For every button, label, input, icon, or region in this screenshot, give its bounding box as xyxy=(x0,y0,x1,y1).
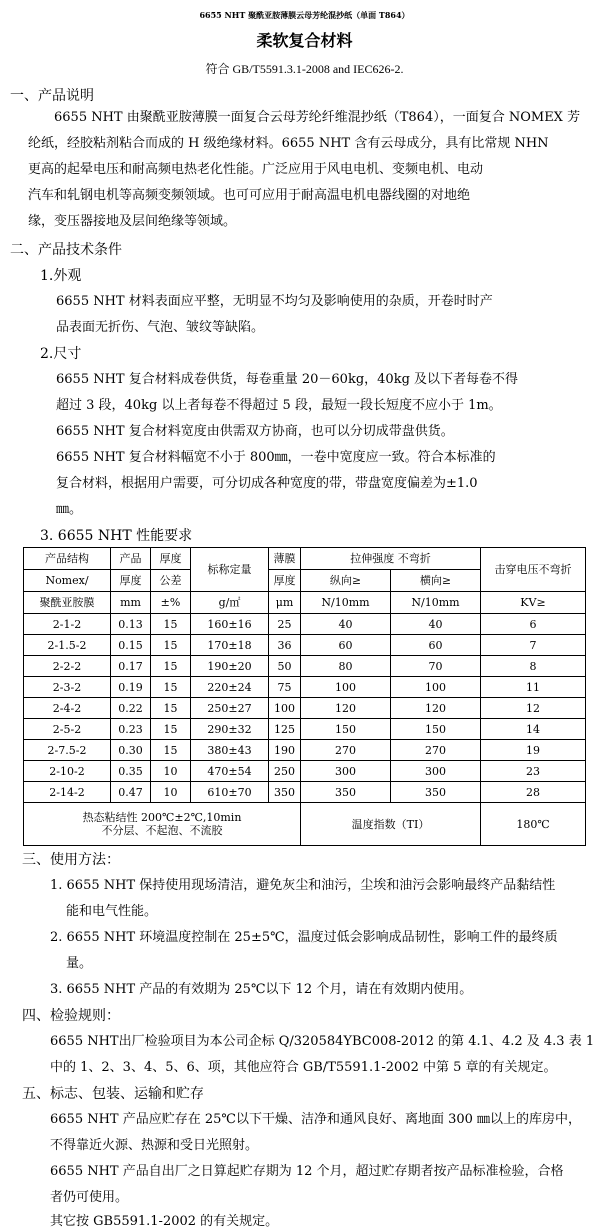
table-cell: 2-5-2 xyxy=(24,719,111,740)
th-film-unit: μm xyxy=(269,592,301,614)
dimension-line-4: 6655 NHT 复合材料幅宽不小于 800㎜，一卷中宽度应一致。符合本标准的 xyxy=(56,450,496,465)
table-cell: 60 xyxy=(301,635,391,656)
table-cell: 290±32 xyxy=(191,719,269,740)
table-cell: 270 xyxy=(391,740,481,761)
storage-line-5: 其它按 GB5591.1-2002 的有关规定。 xyxy=(50,1214,279,1229)
table-cell: 300 xyxy=(301,761,391,782)
table-cell: 0.19 xyxy=(111,677,151,698)
usage-line-4: 量。 xyxy=(66,956,93,971)
table-cell: 12 xyxy=(481,698,586,719)
table-cell: 0.47 xyxy=(111,782,151,803)
appearance-line-2: 品表面无折伤、气泡、皱纹等缺陷。 xyxy=(56,320,265,335)
table-cell: 23 xyxy=(481,761,586,782)
table-cell: 350 xyxy=(391,782,481,803)
table-cell: 2-7.5-2 xyxy=(24,740,111,761)
table-cell: 100 xyxy=(391,677,481,698)
storage-line-2: 不得靠近火源、热源和受日光照射。 xyxy=(50,1138,259,1153)
table-cell: 7 xyxy=(481,635,586,656)
sec1-line-1: 6655 NHT 由聚酰亚胺薄膜一面复合云母芳纶纤维混抄纸（T864），一面复合 NOMEX 芳 xyxy=(54,110,581,125)
dimension-line-6: ㎜。 xyxy=(56,502,83,517)
table-cell: 380±43 xyxy=(191,740,269,761)
sub-appearance-heading: 1.外观 xyxy=(40,268,82,284)
table-row xyxy=(24,656,586,677)
table-cell: 80 xyxy=(301,656,391,677)
th-thickness-2: 厚度 xyxy=(111,570,151,592)
storage-line-1: 6655 NHT 产品应贮存在 25℃以下干燥、洁净和通风良好、离地面 300 ㎜以上的库房中， xyxy=(50,1112,582,1127)
table-cell: 120 xyxy=(391,698,481,719)
sec1-line-5: 缘，变压器接地及层间绝缘等领域。 xyxy=(28,214,237,229)
table-cell: 6 xyxy=(481,614,586,635)
th-breakdown: 击穿电压不弯折 xyxy=(481,548,586,592)
table-cell: 2-14-2 xyxy=(24,782,111,803)
table-cell: 190 xyxy=(269,740,301,761)
th-tolerance-unit: ±% xyxy=(151,592,191,614)
table-cell: 28 xyxy=(481,782,586,803)
temp-index-value: 180℃ xyxy=(481,803,586,846)
inspection-line-2: 中的 1、2、3、4、5、6、项，其他应符合 GB/T5591.1-2002 中第 5 章的有关规定。 xyxy=(50,1060,557,1075)
table-cell: 70 xyxy=(391,656,481,677)
table-cell: 50 xyxy=(269,656,301,677)
th-tolerance-1: 厚度 xyxy=(151,548,191,570)
table-cell: 2-1.5-2 xyxy=(24,635,111,656)
table-cell: 0.15 xyxy=(111,635,151,656)
table-cell: 11 xyxy=(481,677,586,698)
table-cell: 2-1-2 xyxy=(24,614,111,635)
table-cell: 15 xyxy=(151,656,191,677)
hot-bond-cell xyxy=(24,803,301,846)
section-3-heading: 三、使用方法： xyxy=(22,852,120,868)
th-tensile: 拉伸强度 不弯折 xyxy=(301,548,481,570)
table-body xyxy=(24,614,586,803)
table-cell: 15 xyxy=(151,740,191,761)
doc-title: 6655 NHT 聚酰亚胺薄膜云母芳纶混抄纸（单面 T864） xyxy=(199,10,410,20)
table-cell: 120 xyxy=(301,698,391,719)
section-2-heading: 二、产品技术条件 xyxy=(10,242,122,258)
th-structure-1: 产品结构 xyxy=(24,548,111,570)
table-cell: 160±16 xyxy=(191,614,269,635)
storage-line-4: 者仍可使用。 xyxy=(50,1190,129,1205)
storage-line-3: 6655 NHT 产品自出厂之日算起贮存期为 12 个月，超过贮存期者按产品标准检验，合格 xyxy=(50,1164,564,1179)
usage-line-2: 能和电气性能。 xyxy=(66,904,158,919)
usage-line-1: 1. 6655 NHT 保持使用现场清洁，避免灰尘和油污，尘埃和油污会影响最终产品黏结性 xyxy=(50,878,556,893)
table-cell: 2-4-2 xyxy=(24,698,111,719)
th-weight: 标称定量 xyxy=(191,548,269,592)
appearance-line-1: 6655 NHT 材料表面应平整，无明显不均匀及影响使用的杂质，开卷时时产 xyxy=(56,294,493,309)
table-cell: 170±18 xyxy=(191,635,269,656)
th-td: 横向≥ xyxy=(391,570,481,592)
table-cell: 0.22 xyxy=(111,698,151,719)
th-structure-3: 聚酰亚胺膜 xyxy=(24,592,111,614)
table-cell: 190±20 xyxy=(191,656,269,677)
table-cell: 0.30 xyxy=(111,740,151,761)
inspection-line-1: 6655 NHT出厂检验项目为本公司企标 Q/320584YBC008-2012 的第 4.1、4.2 及 4.3 表 1 xyxy=(50,1034,595,1049)
table-row xyxy=(24,698,586,719)
dimension-line-5: 复合材料，根据用户需要，可分切成各种宽度的带，带盘宽度偏差为±1.0 xyxy=(56,476,478,491)
hot-bond-line-1: 热态粘结性 200℃±2℃,10min xyxy=(82,811,242,824)
temp-index-label: 温度指数（TI） xyxy=(301,803,481,846)
table-cell: 2-2-2 xyxy=(24,656,111,677)
table-cell: 8 xyxy=(481,656,586,677)
table-cell: 15 xyxy=(151,614,191,635)
table-cell: 270 xyxy=(301,740,391,761)
th-weight-unit: g/㎡ xyxy=(191,592,269,614)
usage-line-3: 2. 6655 NHT 环境温度控制在 25±5℃，温度过低会影响成品韧性，影响工件的最终质 xyxy=(50,930,558,945)
table-row xyxy=(24,719,586,740)
th-film-1: 薄膜 xyxy=(269,548,301,570)
table-cell: 25 xyxy=(269,614,301,635)
table-row xyxy=(24,614,586,635)
standard-compliance: 符合 GB/T5591.3.1-2008 and IEC626-2. xyxy=(205,62,404,76)
table-cell: 75 xyxy=(269,677,301,698)
table-cell: 40 xyxy=(391,614,481,635)
table-row xyxy=(24,635,586,656)
dimension-line-1: 6655 NHT 复合材料成卷供货，每卷重量 20－60kg，40kg 及以下者每卷不得 xyxy=(56,372,519,387)
table-cell: 470±54 xyxy=(191,761,269,782)
table-cell: 250±27 xyxy=(191,698,269,719)
table-cell: 100 xyxy=(301,677,391,698)
table-cell: 0.13 xyxy=(111,614,151,635)
table-cell: 0.17 xyxy=(111,656,151,677)
th-thickness-1: 产品 xyxy=(111,548,151,570)
section-4-heading: 四、检验规则： xyxy=(22,1008,120,1024)
th-td-unit: N/10mm xyxy=(391,592,481,614)
usage-line-5: 3. 6655 NHT 产品的有效期为 25℃以下 12 个月，请在有效期内使用。 xyxy=(50,982,473,997)
th-structure-2: Nomex/ xyxy=(24,570,111,592)
table-cell: 220±24 xyxy=(191,677,269,698)
table-cell: 0.23 xyxy=(111,719,151,740)
table-cell: 15 xyxy=(151,677,191,698)
hot-bond-line-2: 不分层、不起泡、不流胶 xyxy=(101,824,223,837)
section-5-heading: 五、标志、包装、运输和贮存 xyxy=(22,1086,204,1102)
table-row xyxy=(24,740,586,761)
table-cell: 60 xyxy=(391,635,481,656)
table-cell: 350 xyxy=(269,782,301,803)
th-thickness-unit: mm xyxy=(111,592,151,614)
th-md: 纵向≥ xyxy=(301,570,391,592)
th-tolerance-2: 公差 xyxy=(151,570,191,592)
table-cell: 15 xyxy=(151,719,191,740)
table-row xyxy=(24,761,586,782)
performance-table xyxy=(23,547,586,846)
table-cell: 2-10-2 xyxy=(24,761,111,782)
table-cell: 300 xyxy=(391,761,481,782)
sec1-line-3: 更高的起晕电压和耐高频电热老化性能。广泛应用于风电电机、变频电机、电动 xyxy=(28,162,484,177)
dimension-line-3: 6655 NHT 复合材料宽度由供需双方协商，也可以分切成带盘供货。 xyxy=(56,424,454,439)
table-cell: 150 xyxy=(301,719,391,740)
table-cell: 15 xyxy=(151,635,191,656)
th-md-unit: N/10mm xyxy=(301,592,391,614)
table-cell: 15 xyxy=(151,698,191,719)
table-cell: 350 xyxy=(301,782,391,803)
table-cell: 2-3-2 xyxy=(24,677,111,698)
table-cell: 150 xyxy=(391,719,481,740)
table-cell: 100 xyxy=(269,698,301,719)
table-cell: 10 xyxy=(151,761,191,782)
table-cell: 19 xyxy=(481,740,586,761)
dimension-line-2: 超过 3 段，40kg 以上者每卷不得超过 5 段，最短一段长短度不应小于 1m。 xyxy=(56,398,502,413)
th-breakdown-unit: KV≥ xyxy=(481,592,586,614)
table-cell: 40 xyxy=(301,614,391,635)
table-cell: 0.35 xyxy=(111,761,151,782)
table-cell: 10 xyxy=(151,782,191,803)
table-cell: 14 xyxy=(481,719,586,740)
th-film-2: 厚度 xyxy=(269,570,301,592)
table-cell: 250 xyxy=(269,761,301,782)
table-row xyxy=(24,677,586,698)
sec1-line-2: 纶纸，经胶粘剂粘合而成的 H 级绝缘材料。6655 NHT 含有云母成分，具有比常规 NHN xyxy=(28,136,549,151)
sub-performance-heading: 3. 6655 NHT 性能要求 xyxy=(40,528,193,544)
table-cell: 36 xyxy=(269,635,301,656)
sec1-line-4: 汽车和轧钢电机等高频变频领域。也可可应用于耐高温电机电器线圈的对地绝 xyxy=(28,188,471,203)
doc-subtitle: 柔软复合材料 xyxy=(256,31,353,50)
table-cell: 125 xyxy=(269,719,301,740)
table-row xyxy=(24,782,586,803)
sub-dimension-heading: 2.尺寸 xyxy=(40,346,82,362)
table-cell: 610±70 xyxy=(191,782,269,803)
section-1-heading: 一、产品说明 xyxy=(10,88,94,104)
